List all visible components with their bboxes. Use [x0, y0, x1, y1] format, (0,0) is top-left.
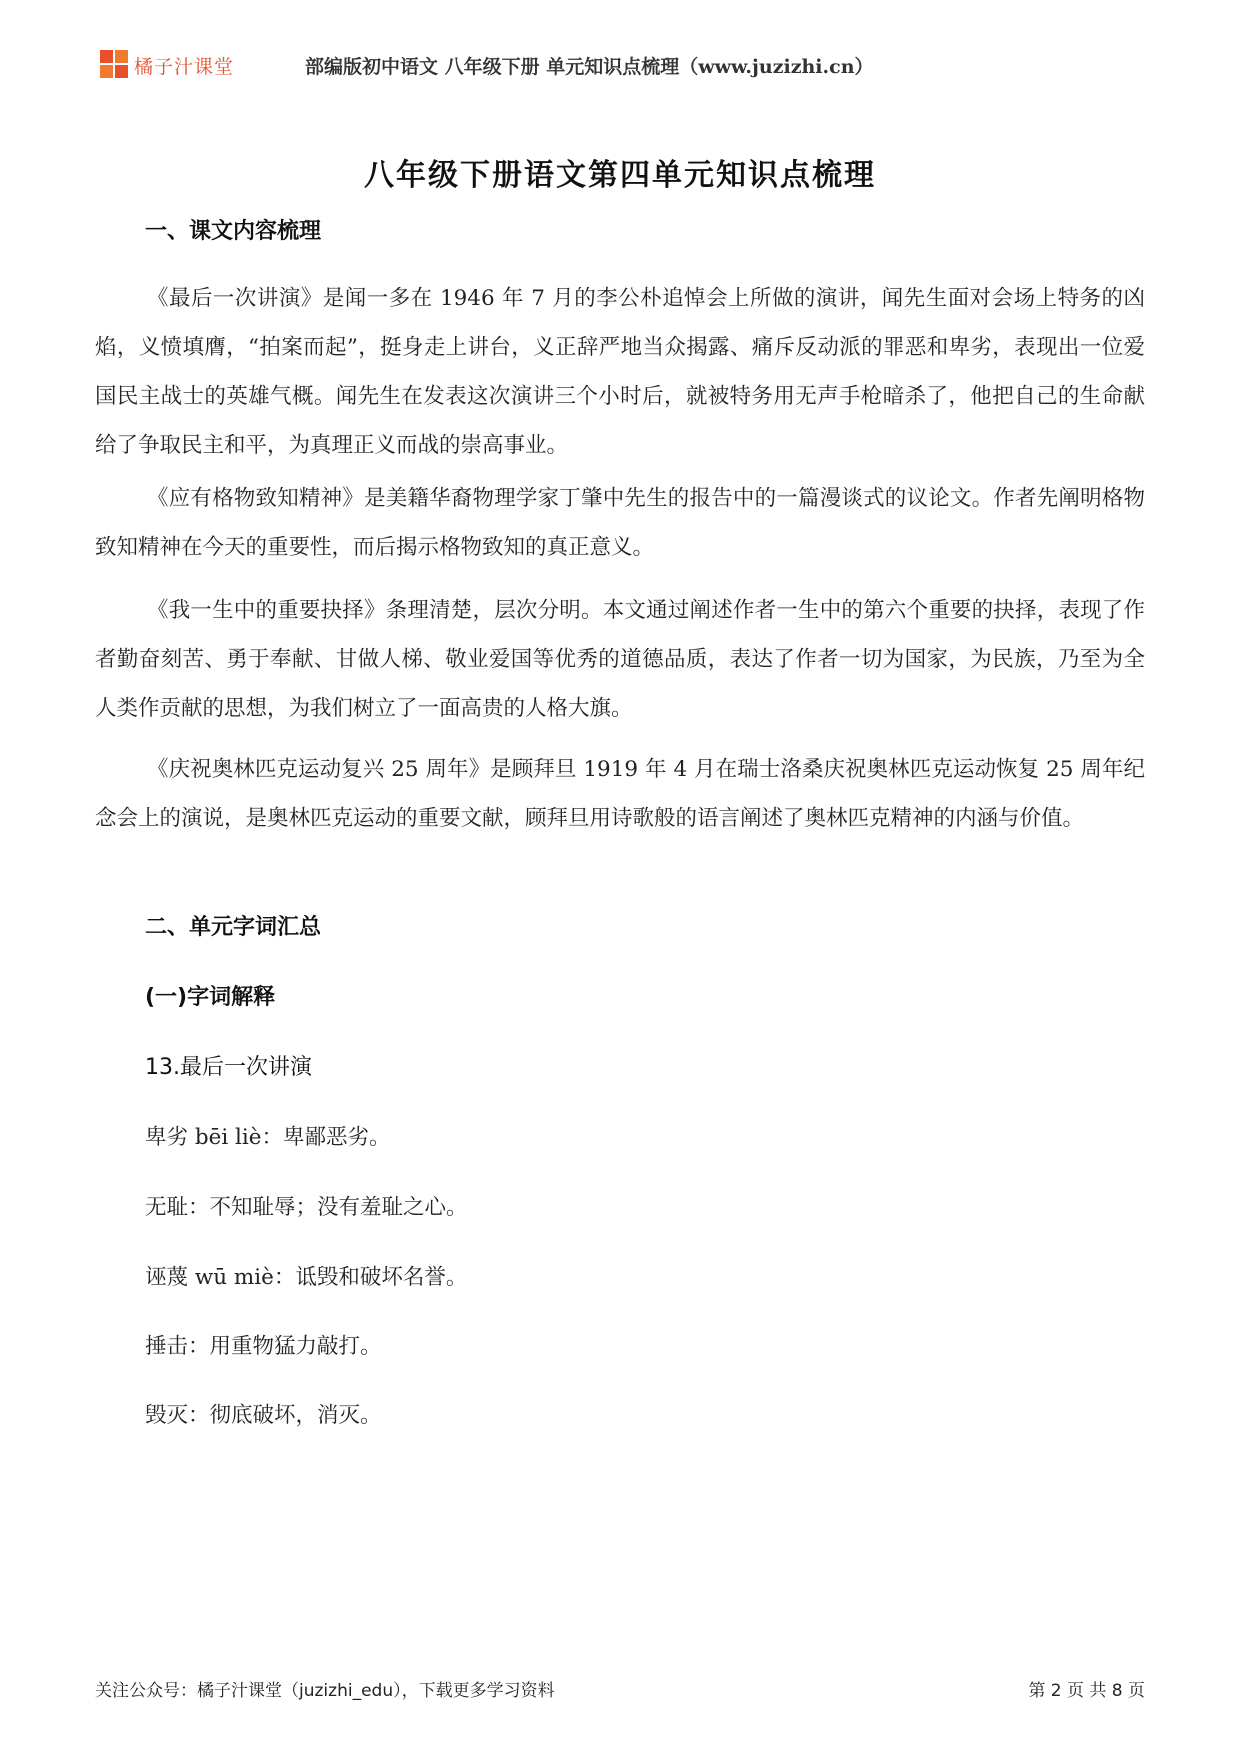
vocab-item: 诬蔑 wū miè：诋毁和破坏名誉。	[145, 1265, 468, 1290]
paragraph-gewu-zhizhi: 《应有格物致知精神》是美籍华裔物理学家丁肇中先生的报告中的一篇漫谈式的议论文。作者先阐明格物致知精神在今天的重要性，而后揭示格物致知的真正意义。	[95, 486, 1145, 560]
logo-icon	[100, 50, 130, 80]
paragraph-olympic-revival: 《庆祝奥林匹克运动复兴 25 周年》是顾拜旦 1919 年 4 月在瑞士洛桑庆祝奥林匹克运动恢复 25 周年纪念会上的演说，是奥林匹克运动的重要文献，顾拜旦用诗歌般的语言阐述了奥林匹克精神的内涵与价值。	[95, 757, 1145, 831]
section-heading-content: 一、课文内容梳理	[145, 219, 322, 244]
brand-logo	[100, 50, 234, 80]
paragraph-important-choice: 《我一生中的重要抉择》条理清楚，层次分明。本文通过阐述作者一生中的第六个重要的抉择，表现了作者勤奋刻苦、勇于奉献、甘做人梯、敬业爱国等优秀的道德品质，表达了作者一切为国家，为民族，乃至为全人类作贡献的思想，为我们树立了一面高贵的人格大旗。	[95, 598, 1145, 721]
vocab-item: 无耻：不知耻辱；没有羞耻之心。	[145, 1195, 468, 1220]
lesson-title: 13.最后一次讲演	[145, 1055, 312, 1080]
section-heading-vocabulary: 二、单元字词汇总	[145, 915, 322, 940]
logo-text: 橘子汁课堂	[134, 55, 235, 78]
vocab-item: 捶击：用重物猛力敲打。	[145, 1334, 382, 1359]
header-title: 部编版初中语文 八年级下册 单元知识点梳理（www.juzizhi.cn）	[305, 56, 874, 78]
document-title: 八年级下册语文第四单元知识点梳理	[364, 158, 876, 193]
vocab-item: 毁灭：彻底破坏，消灭。	[145, 1403, 382, 1428]
vocab-item: 卑劣 bēi liè：卑鄙恶劣。	[145, 1125, 391, 1150]
footer-follow-text: 关注公众号：橘子汁课堂（juzizhi_edu），下载更多学习资料	[95, 1681, 555, 1701]
paragraph-last-speech: 《最后一次讲演》是闻一多在 1946 年 7 月的李公朴追悼会上所做的演讲，闻先生面对会场上特务的凶焰，义愤填膺，“拍案而起”，挺身走上讲台，义正辞严地当众揭露、痛斥反动派的罪恶和卑劣，表现出一位爱国民主战士的英雄气概。闻先生在发表这次演讲三个小时后，就被特务用无声手枪暗杀了，他把自己的生命献给了争取民主和平，为真理正义而战的崇高事业。	[95, 286, 1145, 458]
subheading-word-explanation: (一)字词解释	[145, 985, 276, 1010]
page-number: 第 2 页 共 8 页	[1028, 1681, 1145, 1701]
page-header	[0, 0, 1240, 110]
